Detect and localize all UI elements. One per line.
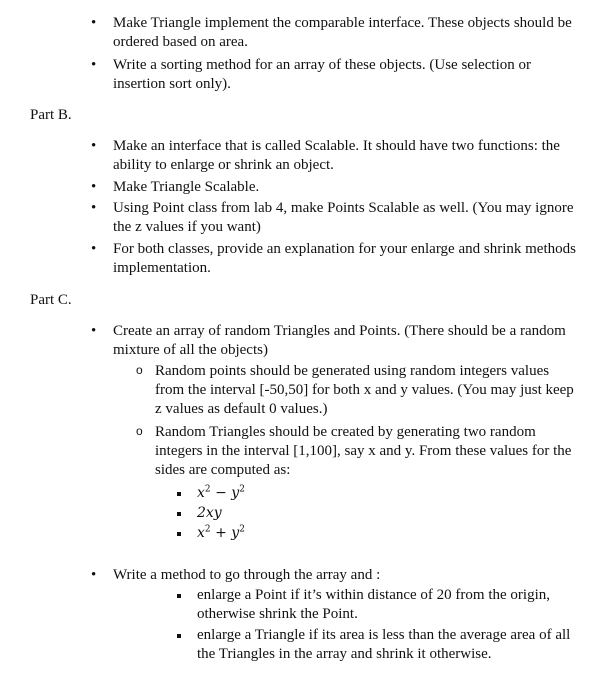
partc-subbullet-enlarge-point: enlarge a Point if it’s within distance of 20 from the origin, otherwise shrink the Point. bbox=[197, 586, 587, 624]
partc-heading: Part C. bbox=[30, 292, 72, 308]
partb-heading: Part B. bbox=[30, 107, 72, 123]
parta-bullet-sorting: • Write a sorting method for an array of these objects. (Use selection or insertion sort only). bbox=[113, 56, 583, 94]
partb-bullet-triangle-scalable: • Make Triangle Scalable. bbox=[113, 178, 583, 197]
partc-subbullet-enlarge-triangle: enlarge a Triangle if its area is less than the average area of all the Triangles in the array and shrink it otherwise. bbox=[197, 626, 587, 664]
partc-subbullet-points: o Random points should be generated using random integers values from the interval [-50,50] for both x and y values. (You may just keep z values as default 0 values.) bbox=[155, 362, 575, 419]
partb-bullet-interface: • Make an interface that is called Scalable. It should have two functions: the ability to enlarge or shrink an object. bbox=[113, 137, 583, 175]
partc-bullet-method: • Write a method to go through the array and : bbox=[113, 566, 583, 585]
formula-sum-of-squares: $x^2 + y^2$ bbox=[197, 524, 587, 543]
partb-bullet-point-scalable: • Using Point class from lab 4, make Points Scalable as well. (You may ignore the z values if you want) bbox=[113, 199, 583, 237]
partc-bullet-array: • Create an array of random Triangles and Points. (There should be a random mixture of all the objects) bbox=[113, 322, 583, 360]
formula-difference-of-squares: $x^2 - y^2$ bbox=[197, 484, 587, 503]
parta-bullet-comparable: • Make Triangle implement the comparable interface. These objects should be ordered based on area. bbox=[113, 14, 583, 52]
partb-bullet-explanation: • For both classes, provide an explanation for your enlarge and shrink methods implementation. bbox=[113, 240, 583, 278]
formula-2xy: 2xy bbox=[197, 504, 587, 523]
partc-subbullet-triangles: o Random Triangles should be created by generating two random integers in the interval [1,100], say x and y. From these values for the sides are computed as: bbox=[155, 423, 575, 480]
